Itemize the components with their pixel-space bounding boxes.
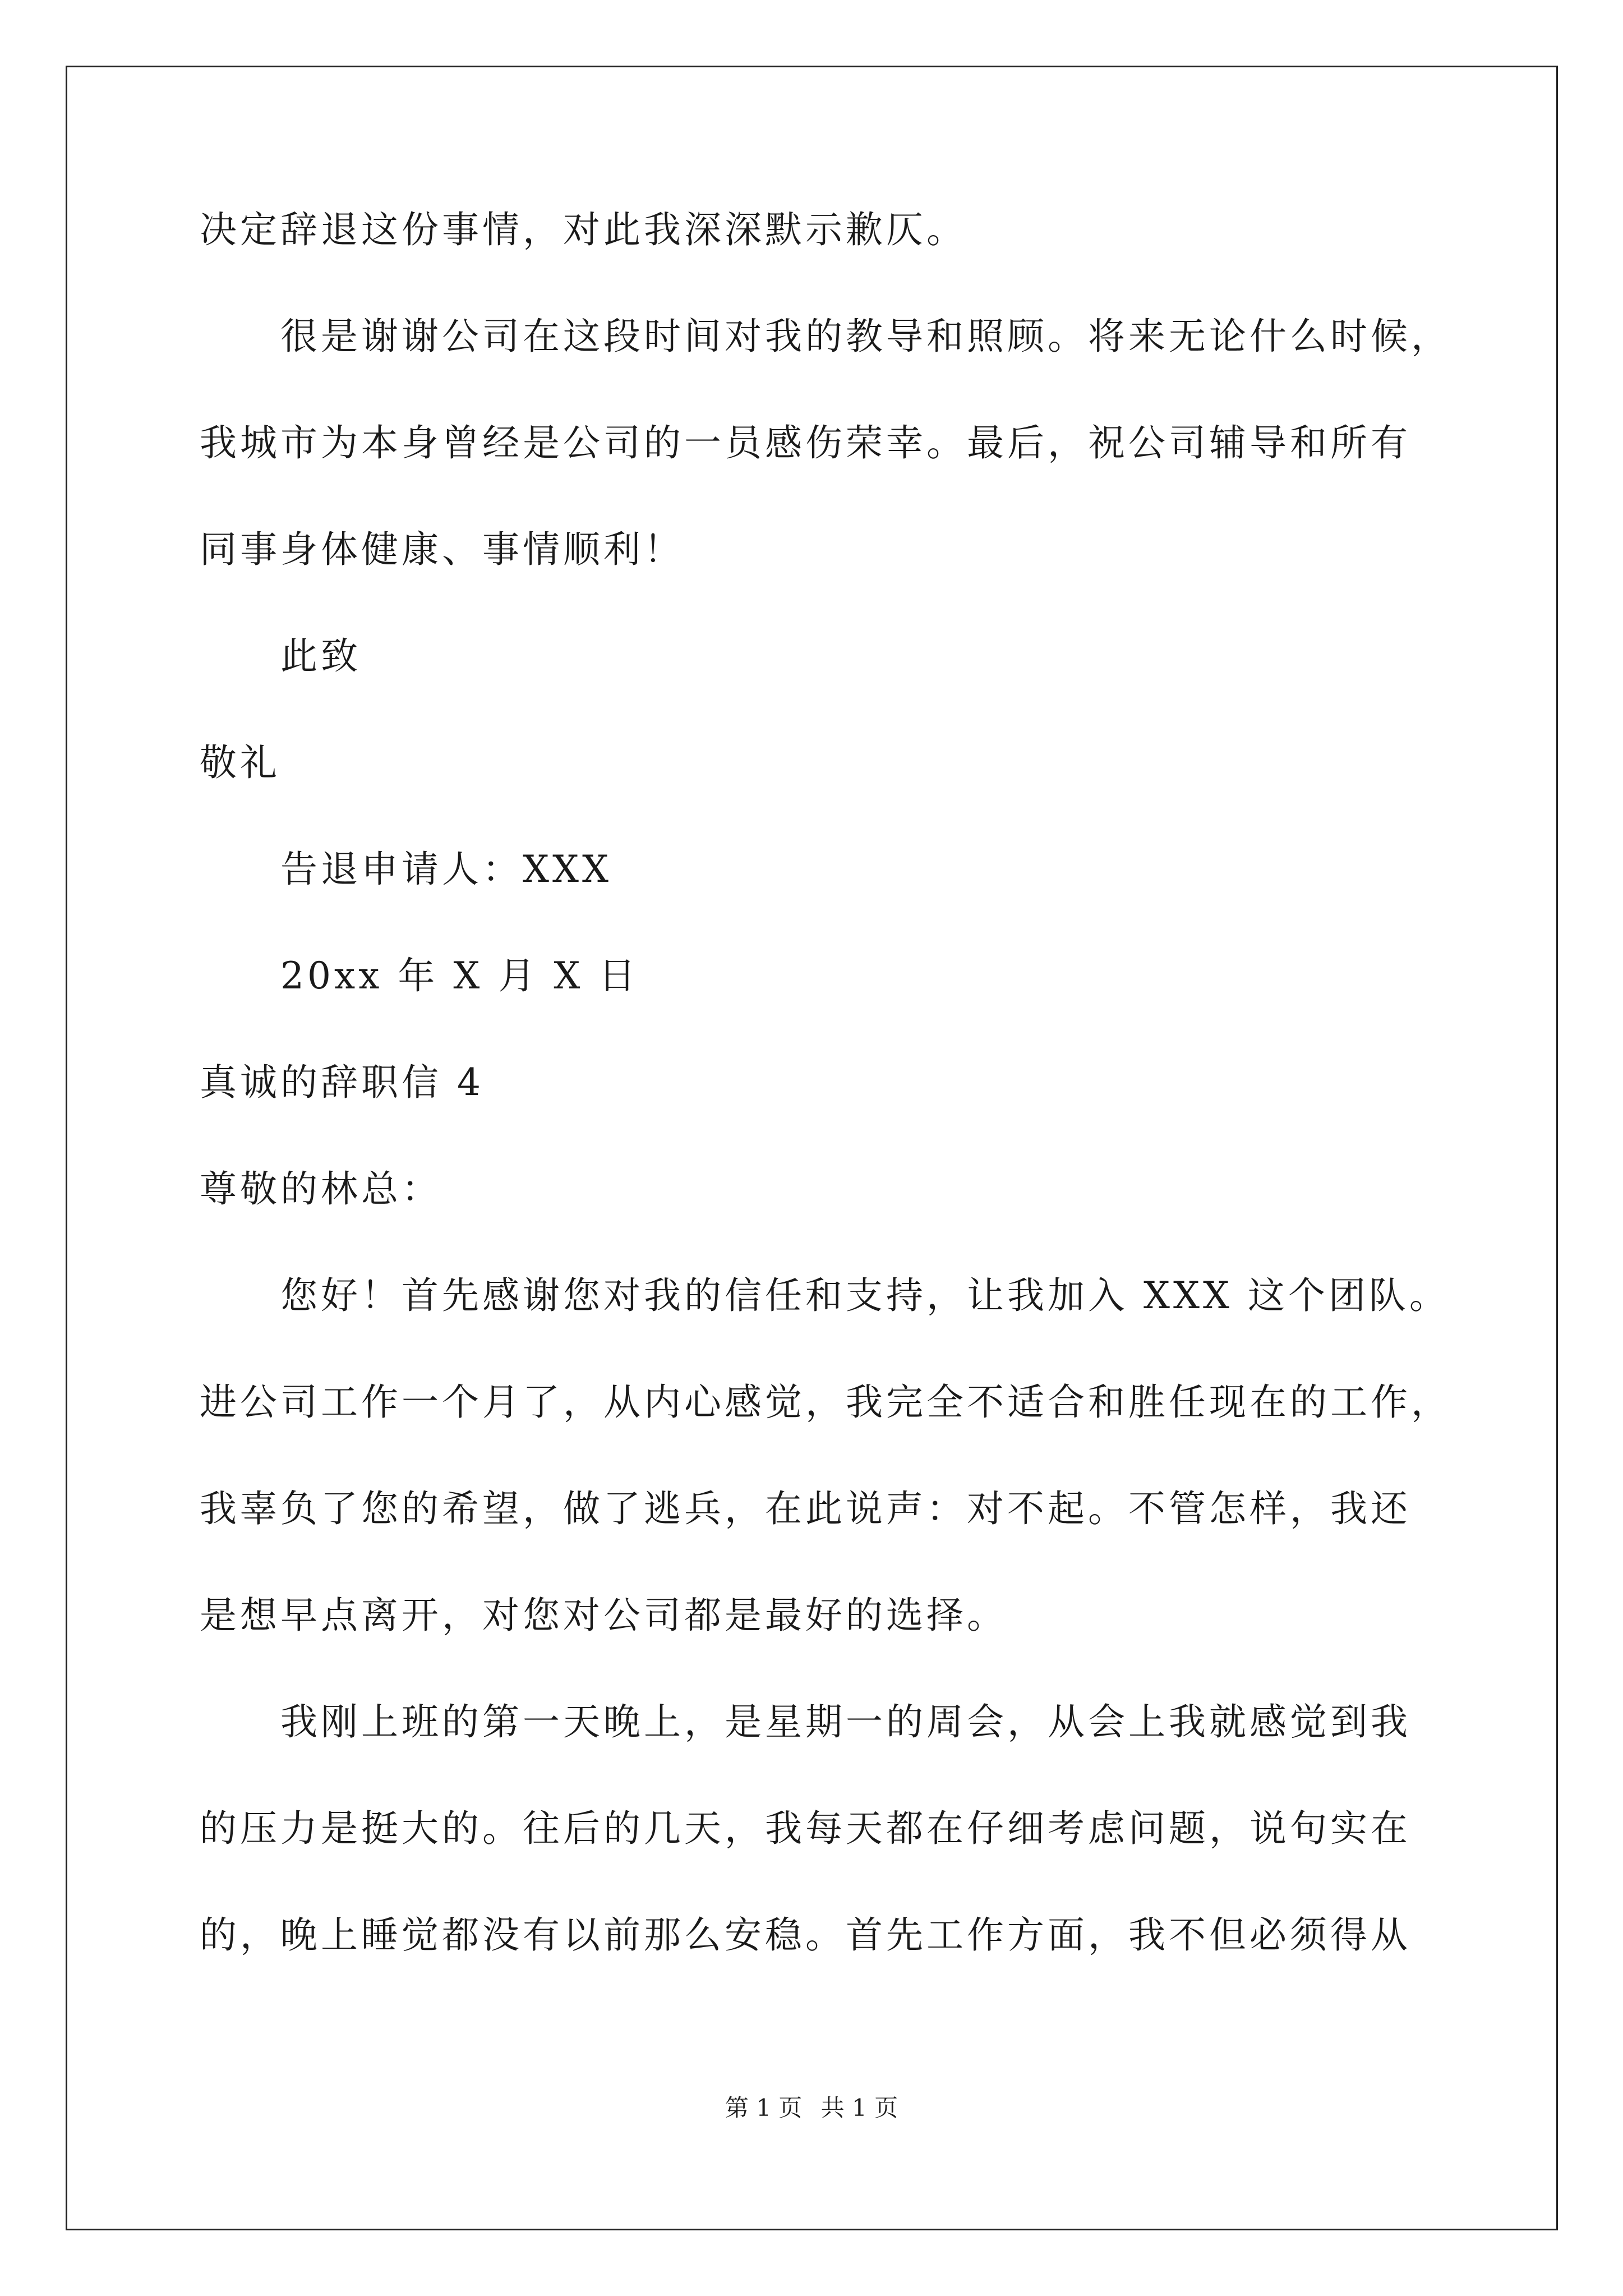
applicant-signature: 告退申请人：XXX [280, 848, 612, 891]
text-line: 我刚上班的第一天晚上，是星期一的周会，从会上我就感觉到我 [280, 1700, 1411, 1743]
text-line: 的，晚上睡觉都没有以前那么安稳。首先工作方面，我不但必须得从 [200, 1913, 1411, 1957]
text-line: 您好！首先感谢您对我的信任和支持，让我加入 XXX 这个团队。 [280, 1274, 1450, 1317]
text-line: 决定辞退这份事情，对此我深深默示歉仄。 [200, 208, 967, 251]
salutation-regards: 敬礼 [200, 741, 280, 784]
text-line: 同事身体健康、事情顺利！ [200, 528, 684, 571]
letter-greeting: 尊敬的林总： [200, 1167, 442, 1211]
section-heading: 真诚的辞职信 4 [200, 1061, 484, 1104]
page-total: 共 1 页 [820, 2094, 898, 2122]
text-line: 很是谢谢公司在这段时间对我的教导和照顾。将来无论什么时候， [280, 315, 1451, 358]
letter-date: 20xx 年 X 月 X 日 [280, 954, 639, 997]
page-footer [0, 2091, 1623, 2125]
text-line: 的压力是挺大的。往后的几天，我每天都在仔细考虑问题，说句实在 [200, 1807, 1411, 1850]
text-line: 我城市为本身曾经是公司的一员感伤荣幸。最后，祝公司辅导和所有 [200, 421, 1411, 464]
text-line: 进公司工作一个月了，从内心感觉，我完全不适合和胜任现在的工作， [200, 1381, 1451, 1424]
page-number: 第 1 页 [725, 2094, 803, 2122]
page-border [66, 66, 1558, 2230]
salutation-close: 此致 [280, 634, 361, 678]
text-line: 我辜负了您的希望，做了逃兵，在此说声：对不起。不管怎样，我还 [200, 1487, 1411, 1530]
text-line: 是想早点离开，对您对公司都是最好的选择。 [200, 1594, 1007, 1637]
